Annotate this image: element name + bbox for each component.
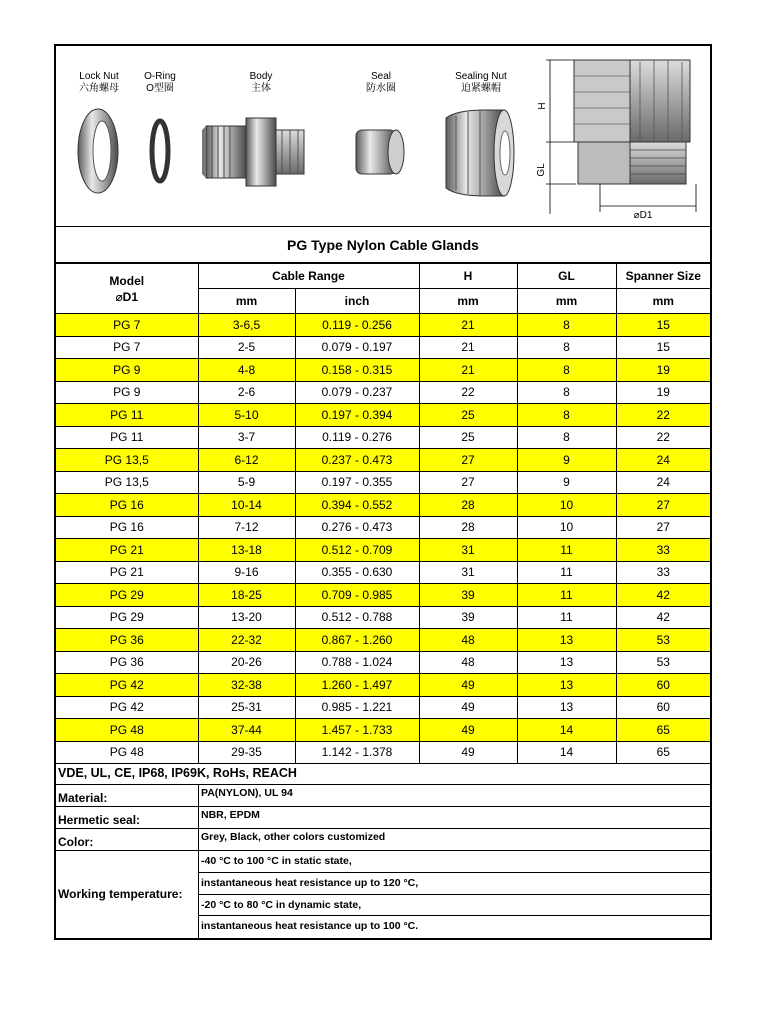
hermetic-seal-value: NBR, EPDM xyxy=(198,807,710,828)
cell-spanner: 33 xyxy=(616,561,710,584)
cell-range-mm: 3-6,5 xyxy=(198,314,295,337)
header-h: H xyxy=(419,264,517,289)
cell-gl: 8 xyxy=(517,336,616,359)
cell-h: 49 xyxy=(419,696,517,719)
cell-spanner: 33 xyxy=(616,539,710,562)
cell-range-mm: 37-44 xyxy=(198,719,295,742)
cell-model: PG 36 xyxy=(56,629,198,652)
cell-model: PG 13,5 xyxy=(56,471,198,494)
part-label-seal: Seal 防水圈 xyxy=(366,71,396,94)
cell-gl: 11 xyxy=(517,606,616,629)
cell-spanner: 19 xyxy=(616,359,710,382)
cell-range-inch: 0.197 - 0.355 xyxy=(295,471,419,494)
cell-range-mm: 10-14 xyxy=(198,494,295,517)
hermetic-seal-label: Hermetic seal: xyxy=(58,813,141,827)
cell-gl: 10 xyxy=(517,494,616,517)
cell-model: PG 48 xyxy=(56,719,198,742)
cell-gl: 11 xyxy=(517,584,616,607)
cell-range-inch: 0.512 - 0.709 xyxy=(295,539,419,562)
cell-range-mm: 7-12 xyxy=(198,516,295,539)
cell-model: PG 11 xyxy=(56,426,198,449)
cell-range-mm: 9-16 xyxy=(198,561,295,584)
color-label: Color: xyxy=(58,835,94,849)
cell-range-mm: 13-18 xyxy=(198,539,295,562)
temperature-line: -40 °C to 100 °C in static state, xyxy=(199,851,710,873)
o-ring-icon xyxy=(152,121,168,181)
cell-range-inch: 0.276 - 0.473 xyxy=(295,516,419,539)
cell-gl: 14 xyxy=(517,719,616,742)
cell-h: 31 xyxy=(419,539,517,562)
table-row xyxy=(56,449,710,472)
cell-range-mm: 25-31 xyxy=(198,696,295,719)
table-row xyxy=(56,426,710,449)
cell-spanner: 65 xyxy=(616,719,710,742)
cell-model: PG 16 xyxy=(56,516,198,539)
cell-model: PG 36 xyxy=(56,651,198,674)
table-row xyxy=(56,719,710,742)
dimension-label-h: H xyxy=(537,102,548,110)
unit-spanner: mm xyxy=(616,289,710,314)
table-row xyxy=(56,674,710,697)
cell-spanner: 19 xyxy=(616,381,710,404)
table-row xyxy=(56,404,710,427)
spec-footer xyxy=(56,763,710,938)
header-gl: GL xyxy=(517,264,616,289)
body-icon xyxy=(202,118,304,186)
part-label-o-ring: O-Ring O型圈 xyxy=(144,71,176,94)
cell-h: 39 xyxy=(419,606,517,629)
material-label: Material: xyxy=(58,791,108,805)
cell-gl: 9 xyxy=(517,449,616,472)
cell-h: 49 xyxy=(419,719,517,742)
cell-range-inch: 0.355 - 0.630 xyxy=(295,561,419,584)
cell-model: PG 11 xyxy=(56,404,198,427)
working-temperature-values xyxy=(198,851,710,938)
cell-range-inch: 1.457 - 1.733 xyxy=(295,719,419,742)
color-row xyxy=(56,829,710,851)
cell-h: 21 xyxy=(419,314,517,337)
cell-range-inch: 0.079 - 0.197 xyxy=(295,336,419,359)
cell-h: 28 xyxy=(419,516,517,539)
cell-range-inch: 1.260 - 1.497 xyxy=(295,674,419,697)
cell-h: 21 xyxy=(419,359,517,382)
cell-spanner: 27 xyxy=(616,494,710,517)
cell-model: PG 29 xyxy=(56,606,198,629)
cell-h: 21 xyxy=(419,336,517,359)
cell-spanner: 60 xyxy=(616,696,710,719)
working-temperature-row xyxy=(56,851,710,938)
table-row xyxy=(56,584,710,607)
cell-range-mm: 29-35 xyxy=(198,741,295,764)
cell-gl: 11 xyxy=(517,561,616,584)
cell-h: 25 xyxy=(419,426,517,449)
unit-h: mm xyxy=(419,289,517,314)
cell-spanner: 65 xyxy=(616,741,710,764)
cell-model: PG 29 xyxy=(56,584,198,607)
temperature-line: instantaneous heat resistance up to 120 °C, xyxy=(199,873,710,895)
cell-h: 27 xyxy=(419,471,517,494)
cell-range-inch: 0.119 - 0.276 xyxy=(295,426,419,449)
cell-gl: 13 xyxy=(517,629,616,652)
cell-model: PG 42 xyxy=(56,674,198,697)
cell-model: PG 13,5 xyxy=(56,449,198,472)
cell-gl: 13 xyxy=(517,696,616,719)
cell-model: PG 16 xyxy=(56,494,198,517)
lock-nut-icon xyxy=(78,109,118,193)
sealing-nut-icon xyxy=(446,110,514,196)
dimension-label-d1: ⌀D1 xyxy=(633,210,653,221)
material-row xyxy=(56,785,710,807)
cell-h: 28 xyxy=(419,494,517,517)
cell-range-inch: 0.788 - 1.024 xyxy=(295,651,419,674)
cell-h: 22 xyxy=(419,381,517,404)
cell-range-inch: 0.119 - 0.256 xyxy=(295,314,419,337)
material-value: PA(NYLON), UL 94 xyxy=(198,785,710,806)
cell-spanner: 15 xyxy=(616,336,710,359)
cell-range-mm: 2-6 xyxy=(198,381,295,404)
cell-range-inch: 0.867 - 1.260 xyxy=(295,629,419,652)
table-row xyxy=(56,561,710,584)
cell-gl: 13 xyxy=(517,674,616,697)
cell-h: 25 xyxy=(419,404,517,427)
cell-range-mm: 20-26 xyxy=(198,651,295,674)
cell-h: 27 xyxy=(419,449,517,472)
cell-gl: 8 xyxy=(517,359,616,382)
cell-range-inch: 0.394 - 0.552 xyxy=(295,494,419,517)
table-row xyxy=(56,381,710,404)
cell-range-mm: 4-8 xyxy=(198,359,295,382)
cell-range-mm: 18-25 xyxy=(198,584,295,607)
cell-spanner: 60 xyxy=(616,674,710,697)
cell-spanner: 24 xyxy=(616,449,710,472)
cell-gl: 8 xyxy=(517,381,616,404)
unit-cable-mm: mm xyxy=(198,289,295,314)
cell-range-mm: 2-5 xyxy=(198,336,295,359)
cell-h: 39 xyxy=(419,584,517,607)
table-row xyxy=(56,539,710,562)
cell-range-inch: 0.709 - 0.985 xyxy=(295,584,419,607)
table-row xyxy=(56,629,710,652)
cell-model: PG 9 xyxy=(56,359,198,382)
cell-gl: 11 xyxy=(517,539,616,562)
cell-spanner: 53 xyxy=(616,651,710,674)
cell-gl: 8 xyxy=(517,404,616,427)
cell-spanner: 42 xyxy=(616,584,710,607)
cell-h: 48 xyxy=(419,629,517,652)
cell-model: PG 7 xyxy=(56,314,198,337)
cell-model: PG 42 xyxy=(56,696,198,719)
table-row xyxy=(56,494,710,517)
temperature-line: -20 °C to 80 °C in dynamic state, xyxy=(199,895,710,917)
cell-spanner: 15 xyxy=(616,314,710,337)
cell-spanner: 42 xyxy=(616,606,710,629)
table-title: PG Type Nylon Cable Glands xyxy=(56,227,710,263)
table-row xyxy=(56,516,710,539)
table-row xyxy=(56,314,710,337)
cell-range-inch: 1.142 - 1.378 xyxy=(295,741,419,764)
color-value: Grey, Black, other colors customized xyxy=(198,829,710,850)
table-row xyxy=(56,471,710,494)
cross-section-drawing xyxy=(546,60,696,214)
cell-model: PG 7 xyxy=(56,336,198,359)
part-label-lock-nut: Lock Nut 六角螺母 xyxy=(79,71,119,94)
cell-range-inch: 0.985 - 1.221 xyxy=(295,696,419,719)
cell-h: 48 xyxy=(419,651,517,674)
cell-spanner: 22 xyxy=(616,426,710,449)
cell-spanner: 27 xyxy=(616,516,710,539)
cell-h: 49 xyxy=(419,741,517,764)
unit-cable-inch: inch xyxy=(295,289,419,314)
table-row xyxy=(56,741,710,764)
cell-model: PG 9 xyxy=(56,381,198,404)
cell-range-mm: 13-20 xyxy=(198,606,295,629)
table-row xyxy=(56,606,710,629)
cell-range-mm: 5-9 xyxy=(198,471,295,494)
header-model: Model ⌀D1 xyxy=(56,264,198,314)
part-label-body: Body 主体 xyxy=(249,71,273,94)
header-spanner-size: Spanner Size xyxy=(616,264,710,289)
certifications-row xyxy=(56,763,710,785)
cell-range-inch: 0.237 - 0.473 xyxy=(295,449,419,472)
temperature-line: instantaneous heat resistance up to 100 °C. xyxy=(201,920,419,933)
cell-range-mm: 5-10 xyxy=(198,404,295,427)
cell-range-inch: 0.197 - 0.394 xyxy=(295,404,419,427)
cell-range-mm: 6-12 xyxy=(198,449,295,472)
product-figure xyxy=(56,46,710,227)
cell-spanner: 53 xyxy=(616,629,710,652)
table-row xyxy=(56,359,710,382)
spec-table xyxy=(56,263,710,764)
cell-range-mm: 3-7 xyxy=(198,426,295,449)
cell-spanner: 22 xyxy=(616,404,710,427)
cell-gl: 13 xyxy=(517,651,616,674)
table-row xyxy=(56,651,710,674)
cell-model: PG 21 xyxy=(56,539,198,562)
cell-range-inch: 0.512 - 0.788 xyxy=(295,606,419,629)
cell-model: PG 21 xyxy=(56,561,198,584)
table-row xyxy=(56,696,710,719)
dimension-label-gl: GL xyxy=(536,163,547,177)
working-temperature-label: Working temperature: xyxy=(58,887,183,901)
cell-model: PG 48 xyxy=(56,741,198,764)
cell-gl: 9 xyxy=(517,471,616,494)
part-label-sealing-nut: Sealing Nut 迫紧螺帽 xyxy=(455,71,507,94)
unit-gl: mm xyxy=(517,289,616,314)
certifications-text: VDE, UL, CE, IP68, IP69K, RoHs, REACH xyxy=(58,766,297,780)
cell-range-mm: 22-32 xyxy=(198,629,295,652)
cell-gl: 10 xyxy=(517,516,616,539)
cell-h: 49 xyxy=(419,674,517,697)
seal-icon xyxy=(356,130,404,174)
cell-range-inch: 0.079 - 0.237 xyxy=(295,381,419,404)
table-row xyxy=(56,336,710,359)
cell-range-inch: 0.158 - 0.315 xyxy=(295,359,419,382)
spec-sheet xyxy=(54,44,712,940)
header-cable-range: Cable Range xyxy=(198,264,419,289)
cell-spanner: 24 xyxy=(616,471,710,494)
cell-gl: 14 xyxy=(517,741,616,764)
cell-gl: 8 xyxy=(517,426,616,449)
cell-range-mm: 32-38 xyxy=(198,674,295,697)
cell-gl: 8 xyxy=(517,314,616,337)
cell-h: 31 xyxy=(419,561,517,584)
hermetic-seal-row xyxy=(56,807,710,829)
